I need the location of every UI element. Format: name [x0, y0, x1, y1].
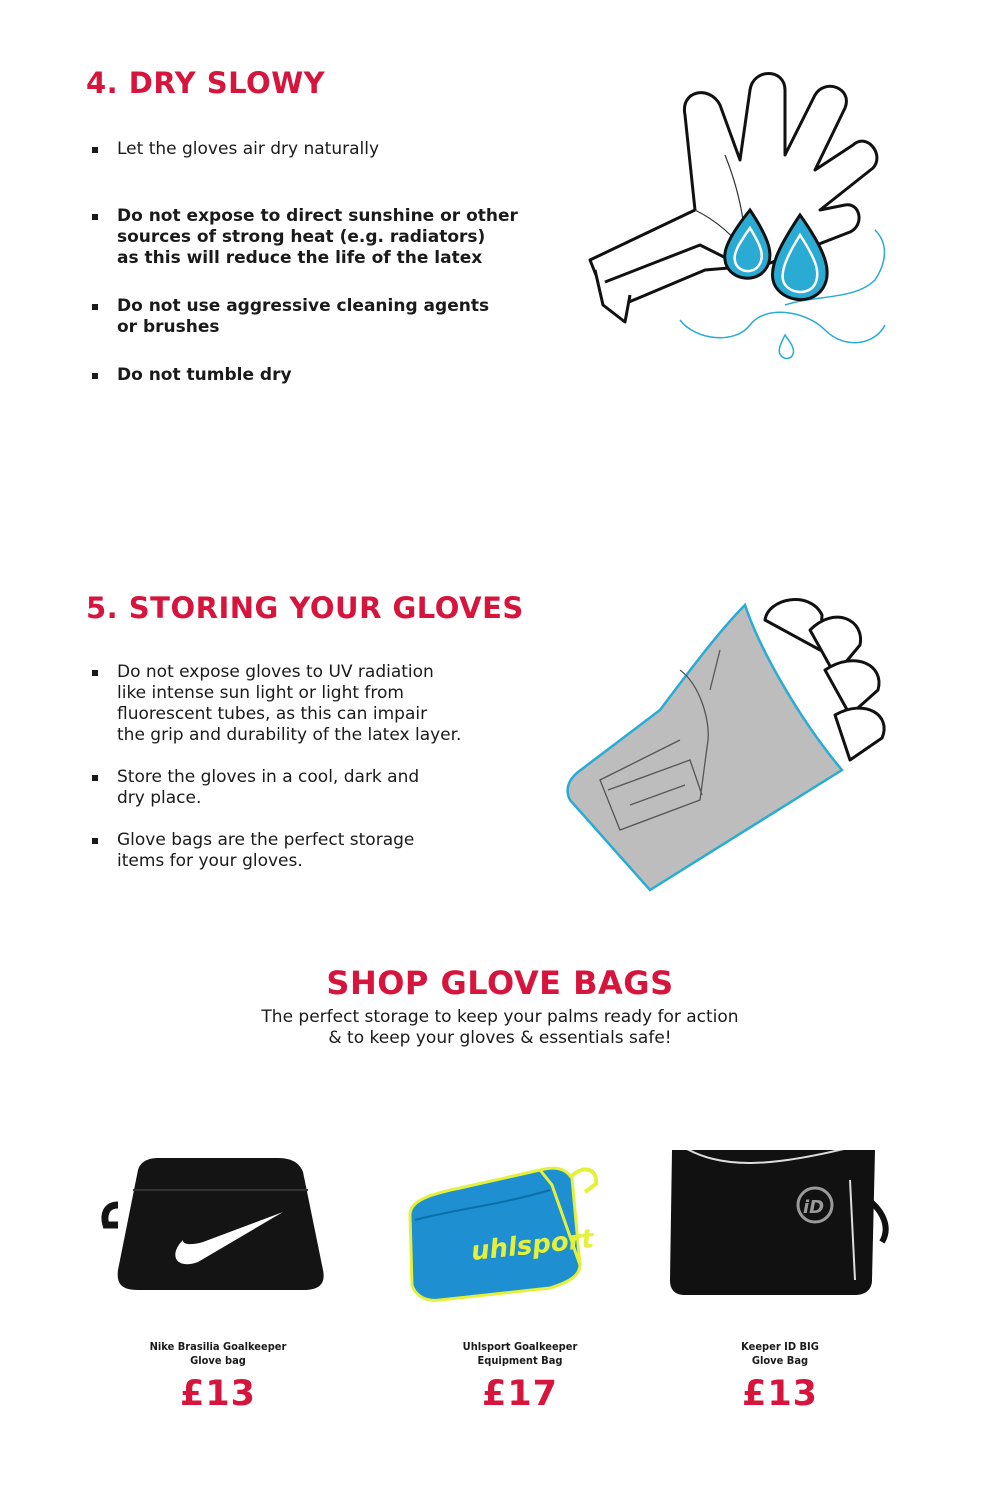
product-price-nike: £13	[179, 1374, 257, 1414]
nike-bag-image[interactable]	[98, 1150, 338, 1340]
tip-no-sunshine: Do not expose to direct sunshine or other sources of strong heat (e.g. radiators) as this will reduce the life of the latex	[92, 206, 532, 269]
glove-in-bag-illustration	[560, 590, 900, 900]
storing-tips-list	[92, 662, 532, 872]
uhlsport-bag-image[interactable]	[400, 1150, 640, 1340]
section-title-dry: 4. DRY SLOWY	[86, 66, 326, 100]
tip-no-tumble-dry: Do not tumble dry	[92, 365, 532, 386]
shop-title: SHOP GLOVE BAGS	[326, 964, 674, 1002]
uhlsport-logo: uhlsport	[469, 1224, 596, 1267]
product-name-uhlsport[interactable]: Uhlsport Goalkeeper Equipment Bag	[462, 1340, 578, 1367]
tip-air-dry: Let the gloves air dry naturally	[92, 139, 532, 160]
tip-no-uv: Do not expose gloves to UV radiation like intense sun light or light from fluorescent tubes, as this can impair the grip and durability of the latex layer.	[92, 662, 532, 746]
glove-drying-illustration	[575, 60, 915, 380]
product-card-keeper-id[interactable]	[660, 1150, 900, 1414]
keeper-id-bag-image[interactable]	[660, 1150, 900, 1340]
section-title-storing: 5. STORING YOUR GLOVES	[86, 591, 524, 625]
dry-tips-list	[92, 139, 532, 386]
product-name-nike[interactable]: Nike Brasilia Goalkeeper Glove bag	[149, 1340, 287, 1367]
product-card-nike[interactable]	[98, 1150, 338, 1414]
product-card-uhlsport[interactable]	[400, 1150, 640, 1414]
tip-cool-dark-place: Store the gloves in a cool, dark and dry place.	[92, 767, 532, 809]
tip-glove-bags: Glove bags are the perfect storage items for your gloves.	[92, 830, 532, 872]
tip-no-aggressive-agents: Do not use aggressive cleaning agents or brushes	[92, 296, 532, 338]
product-price-uhlsport: £17	[481, 1374, 559, 1414]
shop-subtitle: The perfect storage to keep your palms ready for action & to keep your gloves & essentials safe!	[261, 1007, 739, 1048]
product-price-keeper-id: £13	[741, 1374, 819, 1414]
svg-text:iD: iD	[803, 1197, 825, 1218]
product-name-keeper-id[interactable]: Keeper ID BIG Glove Bag	[741, 1340, 819, 1367]
